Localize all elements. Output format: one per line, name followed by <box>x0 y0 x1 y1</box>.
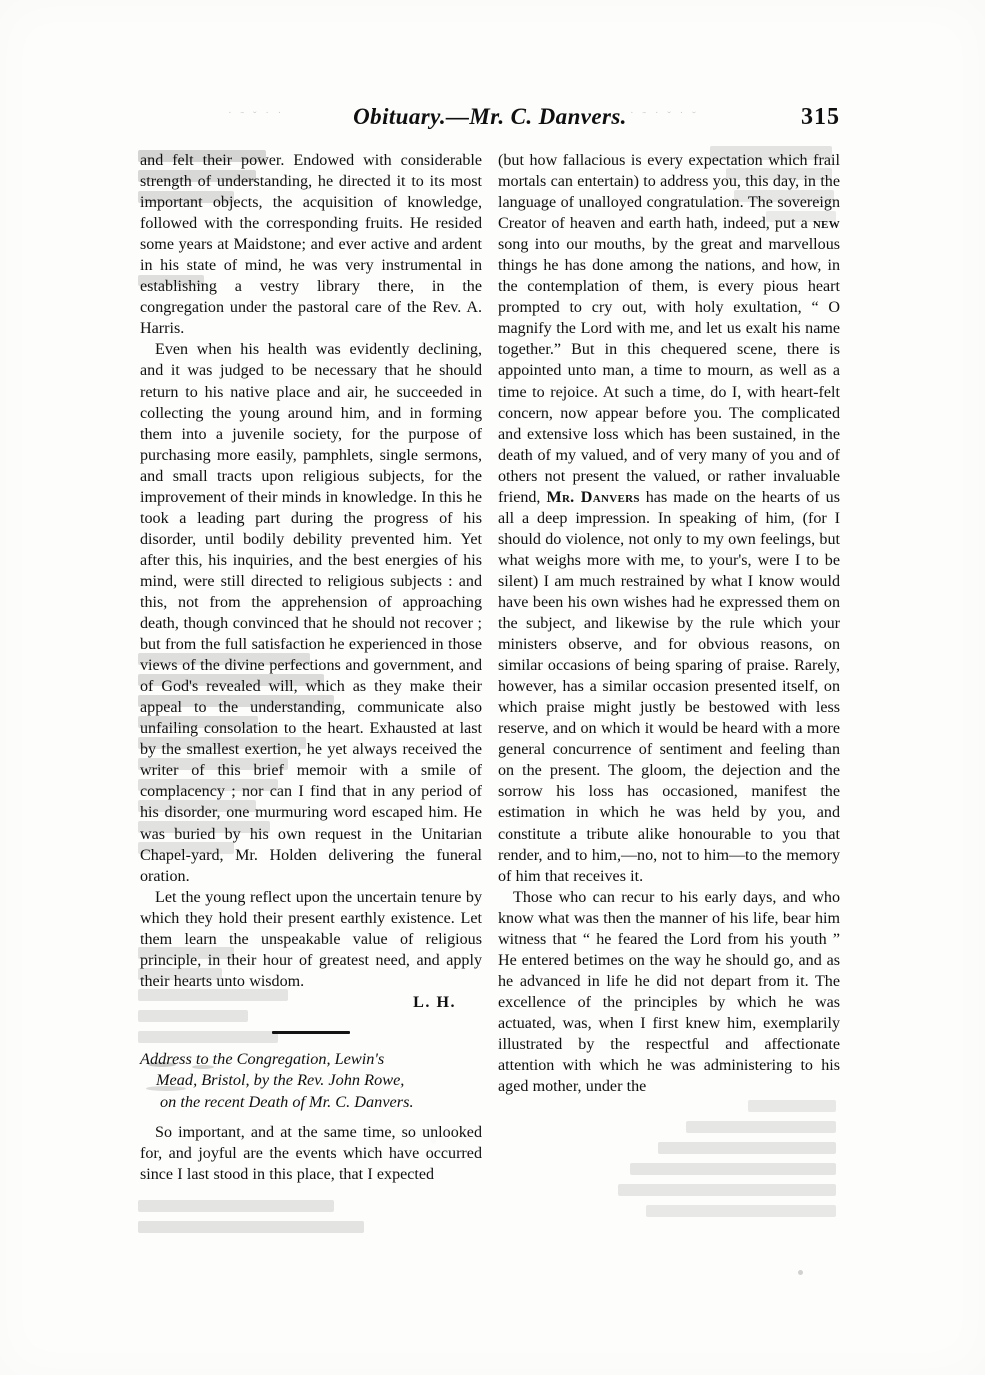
address-opening-paragraph: So important, and at the same time, so unlooked for, and joyful are the events which have occurred since I last stood in this place, that I expected <box>140 1123 482 1183</box>
address-text-c: has made on the hearts of us all a deep impression. In speaking of him, (for I should do violence, not only to my own feelings, but what weighs more with me, to your's, were I to be silent) I am much restrained by what I know would have been his own wishes had he expressed them on the subject, and likewise by the rule which your ministers observe, and for obvious reasons, on similar occasions of being sparing of praise. Rarely, however, has a similar occasion presented itself, on which praise might justly be bestowed with less reserve, and on which it would be heard with a more general concurrence of sentiment and feeling than on the present. The gloom, the dejection and the sorrow his loss has occasioned, manifest the estimation in which he was held by you, and constitute a tribute alike honourable to you that render, and to him,—no, not to him—to the memory of him that receives it. <box>498 488 840 885</box>
ink-smudge <box>630 1163 836 1175</box>
column-right <box>498 150 840 1295</box>
article-heading-line-2: Mead, Bristol, by the Rev. John Rowe, <box>156 1070 405 1090</box>
page-title: Obituary.—Mr. C. Danvers. <box>353 104 627 129</box>
section-divider-rule <box>272 1031 350 1034</box>
smallcaps-new: new <box>812 215 840 233</box>
address-text-b: song into our mouths, by the great and marvellous things he has done among the nations, and how, in the contemplation of them, is every pious heart prompted to cry out, with holy exultation, “ O magnify the Lord with me, and let us exalt his name together.” But in this chequered scene, there is appointed unto man, a time to mourn, as well as a time to rejoice. At such a time, do I, with heart-felt concern, now appear before you. The complicated and extensive loss which has been sustained, in the death of my valued, and of very many of you and of others not present the valued, or rather invaluable friend, <box>498 236 840 506</box>
obituary-signature: L. H. <box>413 993 456 1011</box>
obituary-paragraph-1: and felt their power. Endowed with considerable strength of understanding, he directed it to its most important objects, the acquisition of knowledge, followed with the corresponding fruits. He resided some years at Maidstone; and ever active and ardent in his state of mind, he was very instrumental in establishing a vestry library there, in the congregation under the pastoral care of the Rev. A. Harris. <box>140 152 482 338</box>
address-right-paragraph-1 <box>498 150 840 887</box>
scan-speck-left: ˙ ˜ ˇ ˙ ˙ <box>228 110 285 122</box>
running-head <box>140 104 840 142</box>
two-column-body <box>140 150 840 1295</box>
article-heading-line-3: on the recent Death of Mr. C. Danvers. <box>160 1091 414 1111</box>
ink-smudge <box>138 1200 334 1212</box>
ink-smudge <box>748 1100 836 1112</box>
ink-smudge <box>138 1221 364 1233</box>
scan-fleck <box>798 1270 803 1275</box>
article-heading <box>140 1048 482 1112</box>
ink-smudge <box>646 1205 836 1217</box>
ink-smudge <box>138 1031 278 1043</box>
smallcaps-mr-danvers: Mr. Danvers <box>546 488 640 506</box>
address-text-a: (but how fallacious is every expectation which frail mortals can entertain) to address you, this day, in the language of unalloyed congratulation. The sovereign Creator of heaven and earth hath, indeed, put a <box>498 152 840 233</box>
address-right-paragraph-2: Those who can recur to his early days, and who know what was then the manner of his life, bear him witness that “ he feared the Lord from his youth ” He entered betimes on the way he should go, and as he advanced in life he did not depart from it. The excellence of the principles by which he was actuated, was, when I first knew him, exemplarily illustrated by the respectful and affectionate attention with which he was administering to his aged mother, under the <box>498 888 840 1096</box>
scan-speck-right: ˙ ˜ ˙ ˇ ˙ ˘ <box>630 110 699 122</box>
ink-smudge <box>618 1184 836 1196</box>
ink-smudge <box>658 1142 836 1154</box>
ink-smudge <box>686 1121 836 1133</box>
column-left <box>140 150 482 1295</box>
article-heading-line-1: Address to the Congregation, Lewin's <box>140 1048 385 1068</box>
page-number: 315 <box>801 104 840 130</box>
obituary-paragraph-2: Even when his health was evidently declining, and it was judged to be necessary that he should return to his native place and air, he succeeded in collecting the young around him, and in forming them into a juvenile society, for the purpose of purchasing more easily, pamphlets, single sermons, and small tracts upon religious subjects, for the improvement of their minds in knowledge. In this he took a leading part during the progress of his disorder, until bodily debility prevented him. Yet after this, his inquiries, and the best energies of his mind, were still directed to religious subjects : and this, not from the apprehension of approaching death, though convinced that he should not recover ; but from the full satisfaction he experienced in those views of the divine perfections and government, and of God's revealed will, which as they make their appeal to the understanding, communicate also unfailing consolation to the heart. Exhausted at last by the smallest exertion, he yet always received the writer of this brief memoir with a smile of complacency ; nor can I find that in any period of his disorder, one murmuring word escaped him. He was buried by his own request in the Unitarian Chapel-yard, Mr. Holden delivering the funeral oration. <box>140 341 482 885</box>
obituary-paragraph-3: Let the young reflect upon the uncertain tenure by which they hold their present earthly existence. Let them learn the unspeakable value of religious principle, in their hour of greatest need, and apply their hearts unto wisdom. <box>140 888 482 990</box>
